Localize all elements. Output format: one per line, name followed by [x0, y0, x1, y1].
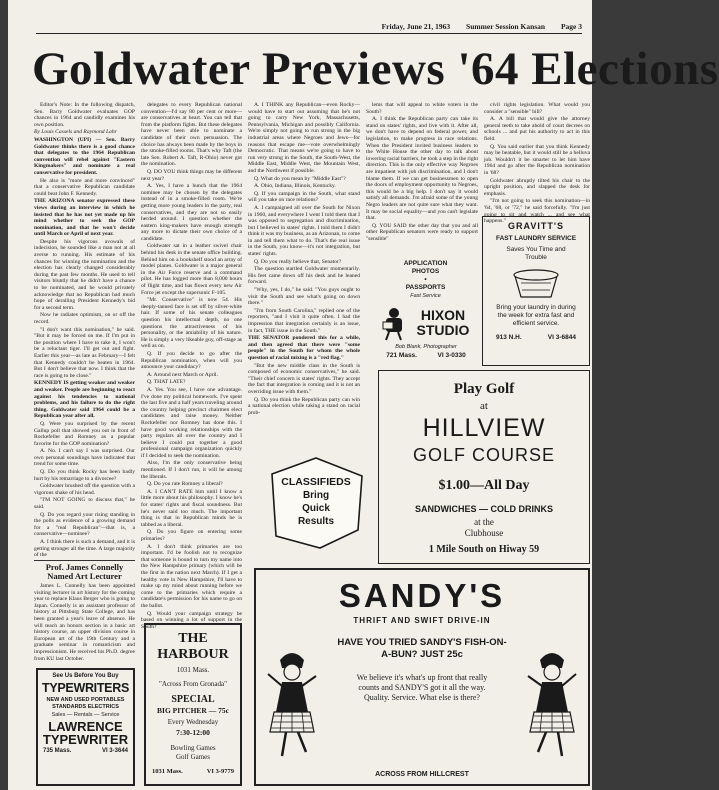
tw-line3: Sales — Rentals — Service	[51, 712, 120, 718]
hixon-l2: PHOTOS	[411, 268, 440, 275]
paragraph: A. I CAN'T RATE him until I know a little more about his philosophy. I know he's for states' rights and fiscal soundness. But he's never said too much. The important thing is that in Republican minds he is tabbed as a liberal.	[141, 488, 242, 528]
scottish-lassie-right-figure	[522, 646, 582, 764]
cl-l1: CLASSIFIEDS	[281, 476, 351, 488]
sandys-body: We believe it's what's up front that really counts and SANDY'S got it all the way. Quality. Service. What else is there?	[356, 673, 488, 702]
paragraph: A. I THINK any Republican—even Rocky—would have to start out assuming that he's not going to carry New York, Massachusetts, Pennsylvania, Michigan and possibly California. We're simply not going to run strong in the big industrial areas where Negroes and Jews—for reasons that escape me—vote overwhelmingly Democratic. That means we're going to have to run very strong in the South, the South-West, the Middle East, Middle West, the Mountain West, and the Northwest if possible.	[248, 102, 360, 174]
article-col-3	[248, 102, 360, 450]
golf-food: SANDWICHES — COLD DRINKS	[414, 504, 553, 514]
harbour-time: 7:30-12:00	[176, 728, 210, 737]
hixon-phone: VI 3-0330	[437, 352, 466, 359]
paragraph: "Mr. Conservative" is now 54. His deeply-tanned face is set off by silver-white hair. If some of his senate colleagues question his intellectual depth, no one questions the attractiveness of his personality, or the amiability of his nature. He is simply a very likeable guy, off-stage as well as on.	[141, 297, 242, 350]
paragraph: Despite his vigorous avowals of indecision, he sounded like a man not at all averse to running. His estimate of his chances for winning the nomination and the election has clearly changed considerably during the past few months. He used to tell visitors bluntly that he didn't have a chance to be nominated, and he would privately acknowledge that no Republican had much hope of derailing President Kennedy's bid for a second term.	[34, 238, 135, 311]
col4-body	[366, 102, 478, 242]
cl-l2: Bring	[302, 490, 330, 501]
paragraph: KENNEDY IS getting weaker and weaker and weaker. People are beginning to react against his tendencies to national problems, and his failure to do the right thing. Goldwater said 1964 could be a Republican year after all.	[34, 380, 135, 420]
sandys-foot: ACROSS FROM HILLCREST	[375, 771, 469, 778]
paragraph: Also, I'm the only conservative being mentioned. If I don't run, it will be among the liberals.	[141, 460, 242, 480]
paragraph: THE SENATOR pondered this for a while, and then agreed that there were "some people" in the South for whom the whole question of racial mixing is a "red flag."	[248, 335, 360, 361]
sandys-sub: THRIFT AND SWIFT DRIVE-IN	[353, 616, 491, 625]
laundry-basket-icon	[506, 266, 566, 300]
harbour-games1: Bowling Games	[170, 744, 216, 752]
golf-l1: Play Golf	[453, 381, 515, 397]
gravitt-ad	[482, 216, 590, 366]
byline: By Louis Cassels and Raymond Lahr	[34, 129, 117, 136]
harbour-when: Every Wednesday	[167, 718, 219, 726]
harbour-addr: 1031 Mass.	[176, 666, 210, 674]
paragraph: "Why, yes, I do," he said. "You guys ought to visit the South and see what's going on down there."	[248, 287, 360, 307]
headline: Goldwater Previews '64 Elections	[32, 43, 719, 95]
paragraph: The question startled Goldwater momentarily. His feet came down off his desk and he leaned forward.	[248, 266, 360, 286]
tw-name2: TYPEWRITER	[42, 732, 129, 747]
profile-article	[34, 563, 135, 663]
hixon-ad	[374, 258, 477, 366]
paragraph: A. No. I can't say I was surprised. Our own personal soundings have indicated that trend for some time.	[34, 448, 135, 468]
gravitt-line1: FAST LAUNDRY SERVICE	[495, 235, 577, 242]
harbour-special: SPECIAL	[171, 694, 215, 705]
tw-addr: 735 Mass.	[43, 748, 72, 754]
hixon-name2: STUDIO	[416, 322, 470, 338]
paragraph: Q. DO YOU think things may be different next year?	[141, 168, 242, 182]
golf-dir: 1 Mile South on Hiway 59	[428, 544, 540, 555]
col5-body	[484, 102, 590, 225]
header-paper: Summer Session Kansan	[466, 22, 546, 31]
profile-title: Prof. James Connelly Named Art Lecturer	[45, 562, 124, 581]
hixon-l1: APPLICATION	[403, 260, 448, 267]
hixon-l4: PASSPORTS	[405, 284, 446, 291]
col2-body	[141, 102, 242, 630]
paragraph: A. A bill that would give the attorney general teeth to take ahold of court decrees on schools ... and put his authority to act in this field.	[484, 116, 590, 142]
paragraph: A. Ohio, Indiana, Illinois, Kentucky.	[254, 183, 336, 190]
tw-big: TYPEWRITERS	[42, 681, 129, 695]
hixon-addr: 721 Mass.	[386, 352, 417, 359]
paragraph: "I'm from South Carolina," replied one of the reporters, "and I visit it quite often. I had the impression that integration certainly is an issue, in fact, THE issue in the South."	[248, 307, 360, 334]
sandys-question: HAVE YOU TRIED SANDY'S FISH-ON-A-BUN? JUST 25c	[337, 637, 507, 660]
paragraph: A. I campaigned all over the South for Nixon in 1960, and everywhere I went I told them that I was opposed to segregation and discrimination, but I believed in states' rights. I told them I didn't think it was my business, as an Arizonan, to come in and tell them what to do. That's the real issue in the South, you know—it's not integration, but states' rights.	[248, 204, 360, 258]
paragraph: Goldwater brushed off the question with a vigorous shake of his head.	[34, 483, 135, 496]
harbour-foot-addr: 1031 Mass.	[152, 768, 183, 775]
paragraph: "But the new middle class in the South is composed of economic conservatives," he said. "Their chief concern is states' rights. They accept the fact that integration is coming and it is not an overriding issue with them."	[248, 362, 360, 395]
golf-price: $1.00—All Day	[438, 478, 530, 493]
cl-l3: Quick	[302, 503, 330, 514]
paragraph: A. I think there is such a demand, and it is getting stronger all the time. A large majority of the	[34, 539, 135, 559]
sandys-name: SANDY'S	[338, 577, 506, 614]
cl-l4: Results	[297, 516, 335, 527]
golf-club: Clubhouse	[464, 528, 504, 538]
paragraph: Q. Do you really believe that, Senator?	[254, 258, 342, 265]
paragraph: "I'M NOT GOING to discuss that," he said.	[34, 497, 135, 511]
hixon-l3: •	[424, 276, 427, 283]
paragraph: A. I think the Republican party can take its stand on states' rights, and live with it. After all, we don't have to depend on federal power, and legislation, to make progress in race relations. When the President invited business leaders to the White House the other day to talk about lowering racial barriers, he took a step in the right direction. This is the only effective way Negroes are impatient with job discrimination, and I don't blame them. If we can get businessmen to open the doors of employment opportunity to Negroes, this would be a big help. I don't say it would satisfy all demands. I'm afraid some of the young Negro leaders are not quite sure what they want. It may be social equality—and you can't legislate that.	[366, 116, 478, 222]
paragraph: Q. Do you rate Romney a liberal?	[147, 481, 223, 488]
col3-body	[248, 102, 360, 416]
tw-phone: VI 3-3644	[101, 748, 128, 754]
golf-l2: at	[480, 400, 488, 412]
paragraph: "I'm not going to seek this nomination—in '64, '68, or '72," he said forcefully. "I'm just going to sit and watch ... and see what happens."	[484, 198, 590, 225]
paragraph: delegates to every Republican national convention—I'd say 80 per cent or more—are conservatives at heart. You can tell that from the platform fights. But these delegates have never been able to nominate a candidate of their own persuasion. The choice has always been made by the boys in the smoke-filled rooms. That's why Taft (the late Sen. Robert A. Taft, R-Ohio) never got the nomination.	[141, 102, 242, 168]
paragraph: Q. YOU SAID the other day that you and all other Republican senators were ready to support "sensible"	[366, 222, 478, 242]
paragraph: Q. Do you think the Republican party can win a national election while taking a stand on racial prob-	[248, 396, 360, 416]
newspaper-page	[8, 0, 719, 790]
sandys-ad	[254, 568, 590, 786]
gravitt-line2: Saves You Time and Trouble	[506, 246, 566, 261]
harbour-tag: "Across From Gronada"	[159, 680, 227, 688]
article-col-1	[34, 102, 135, 557]
camera-figure-icon	[380, 306, 408, 340]
paragraph: Q. Do you regard your rising standing in the polls as evidence of a growing demand for a "real Republican"—that is, a conservative—nominee?	[34, 511, 135, 538]
gravitt-addr: 913 N.H.	[496, 334, 522, 341]
hixon-name1: HIXON	[420, 307, 466, 323]
page-header	[36, 20, 582, 34]
gravitt-phone: VI 3-6844	[547, 334, 576, 341]
golf-name2: GOLF COURSE	[412, 445, 556, 465]
paragraph: Q. If you campaign in the South, what stand will you take on race relations?	[248, 190, 360, 204]
harbour-name: THE HARBOUR	[157, 631, 229, 662]
classifieds-ad	[266, 452, 366, 552]
paragraph: Q. What do you mean by "Middle East"?	[254, 175, 346, 182]
profile-body: James L. Connelly has been appointed visiting lecturer in art history for the coming year to replace Klaus Berger who is going to Japan. Connelly is an assistant professor of history at Pittsburg State College, and has been granted a year's leave of absence. He will teach an honors section in a basic art history course, an upper division course in European art of the 19th Century and a graduate seminar in romanticism and impressionism. He received his Ph.D. degree from KU last October.	[34, 583, 135, 662]
paragraph: Goldwater abruptly tilted his chair to the upright position, and slapped the desk for emphasis.	[484, 177, 590, 197]
tw-line2: NEW AND USED PORTABLES STANDARDS ELECTRICS	[46, 697, 125, 710]
harbour-offer: BIG PITCHER — 75c	[157, 706, 229, 715]
paragraph: Q. THAT LATE?	[147, 379, 186, 386]
gravitt-body: Bring your laundry in during the week for extra fast and efficient service.	[496, 304, 576, 327]
paragraph: Q. Would your campaign strategy be based on winning a lot of support in the South?	[141, 610, 242, 630]
col1-body	[34, 137, 135, 559]
tw-name1: LAWRENCE	[48, 719, 123, 734]
paragraph: A. Yes, I have a hunch that the 1964 nominee may be chosen by the delegates instead of in a smoke-filled room. We're getting more young leaders in the party, real conservatives, and they are not so easily herded around. I question whether the eastern king-makers have enough strength any more to dictate their own choice of a candidate.	[141, 183, 242, 242]
paragraph: Q. Were you surprised by the recent Gallup poll that showed you out in front of Rockefeller and Romney as a popular favorite for the GOP nomination?	[34, 420, 135, 447]
gravitt-name: GRAVITT'S	[508, 221, 564, 231]
harbour-games2: Golf Games	[175, 753, 211, 761]
header-date: Friday, June 21, 1963	[381, 22, 451, 31]
golf-name: HILLVIEW	[422, 414, 546, 442]
paragraph: A. Yes. You see, I have one advantage. I've done my political homework. I've spent the last five and a half years traveling around the country helping precinct chairmen elect candidates and raise money. Neither Rockefeller nor Romney has done this. I have good working relationships with the party regulars all over the country and I believe I could put together a good professional campaign organization quickly if I decided to seek the nomination.	[141, 386, 242, 459]
paragraph: Q. If you decide to go after the Republican nomination, when will you announce your candidacy?	[141, 350, 242, 371]
paragraph: "I don't want this nomination," he said. "But it may be forced on me. If I'm put in the position where I have to take it, I won't be a reluctant tiger. I'll get out and fight. Earlier this year—as late as February—I felt that Kennedy couldn't be beaten in 1964. But I don't believe that now. I think that the race is going to be close."	[34, 326, 135, 379]
paragraph: A. I don't think primaries are too important. I'd be foolish not to recognize that someone is bound to turn my name into the New Hampshire primary (which will be the first in the nation next March). If I get a healthy vote in New Hampshire, I'll have to make up my mind about running before we come to the primaries which require a candidate's permission for his name to go on the ballot.	[141, 543, 242, 609]
paragraph: A. Around next March or April.	[147, 371, 218, 378]
paragraph: WASHINGTON (UPI) — Sen. Barry Goldwater thinks there is a good chance that delegates to the 1964 Republican convention will rebel against "Eastern Kingmakers" and nominate a real conservative for president.	[34, 136, 135, 176]
article-col-4	[366, 102, 478, 257]
golf-at: at the	[474, 517, 494, 527]
hixon-l5: Fast Service	[410, 293, 441, 299]
scottish-lassie-left-figure	[262, 646, 322, 764]
paragraph: THE ARIZONA senator expressed these views during an interview in which he insisted that he has not yet made up his mind whether to seek the GOP nomination, and that he won't decide until March or April of next year.	[34, 198, 135, 238]
tw-top: See Us Before You Buy	[52, 673, 119, 679]
hixon-owner: Bob Blank, Photographer	[395, 344, 457, 350]
article-col-2	[141, 102, 242, 647]
paragraph: Goldwater sat in a leather swivel chair behind his desk in the senate office building. Behind him on a bookshelf stood an array of model planes. Goldwater is a major general in the Air Force reserve and a command pilot. He has logged more than 8,000 hours of flight time, and has flown every new Air Force jet except the supersonic F-105.	[141, 243, 242, 296]
paragraph: Q. Do you figure on entering some primaries?	[141, 529, 242, 542]
article-col-5	[484, 102, 590, 225]
harbour-ad	[144, 623, 242, 786]
typewriter-ad	[36, 668, 135, 786]
editor-note: Editor's Note: In the following dispatch, Sen. Barry Goldwater evaluates GOP chances in 1964 and candidly examines his own position.	[34, 102, 135, 128]
golf-ad	[378, 370, 590, 564]
paragraph: He also is "more and more convinced" that a conservative Republican candidate could beat John F. Kennedy.	[34, 177, 135, 197]
paragraph: Now he radiates optimism, on or off the record.	[34, 312, 135, 325]
paragraph: civil rights legislation. What would you consider a "sensible" bill?	[484, 102, 590, 115]
paragraph: Q. You said earlier that you think Kennedy may be beatable, but it would still be a helluva job. Wouldn't it be smarter to let him have 1964 and go after the Republican nomination in '68?	[484, 143, 590, 176]
paragraph: Q. Do you think Rocky has been badly hurt by his remarriage to a divorcee?	[34, 469, 135, 482]
paragraph: lems that will appeal to white voters in the South?	[366, 102, 478, 115]
harbour-foot-phone: VI 3-9779	[206, 768, 234, 775]
header-page: Page 3	[560, 22, 582, 31]
